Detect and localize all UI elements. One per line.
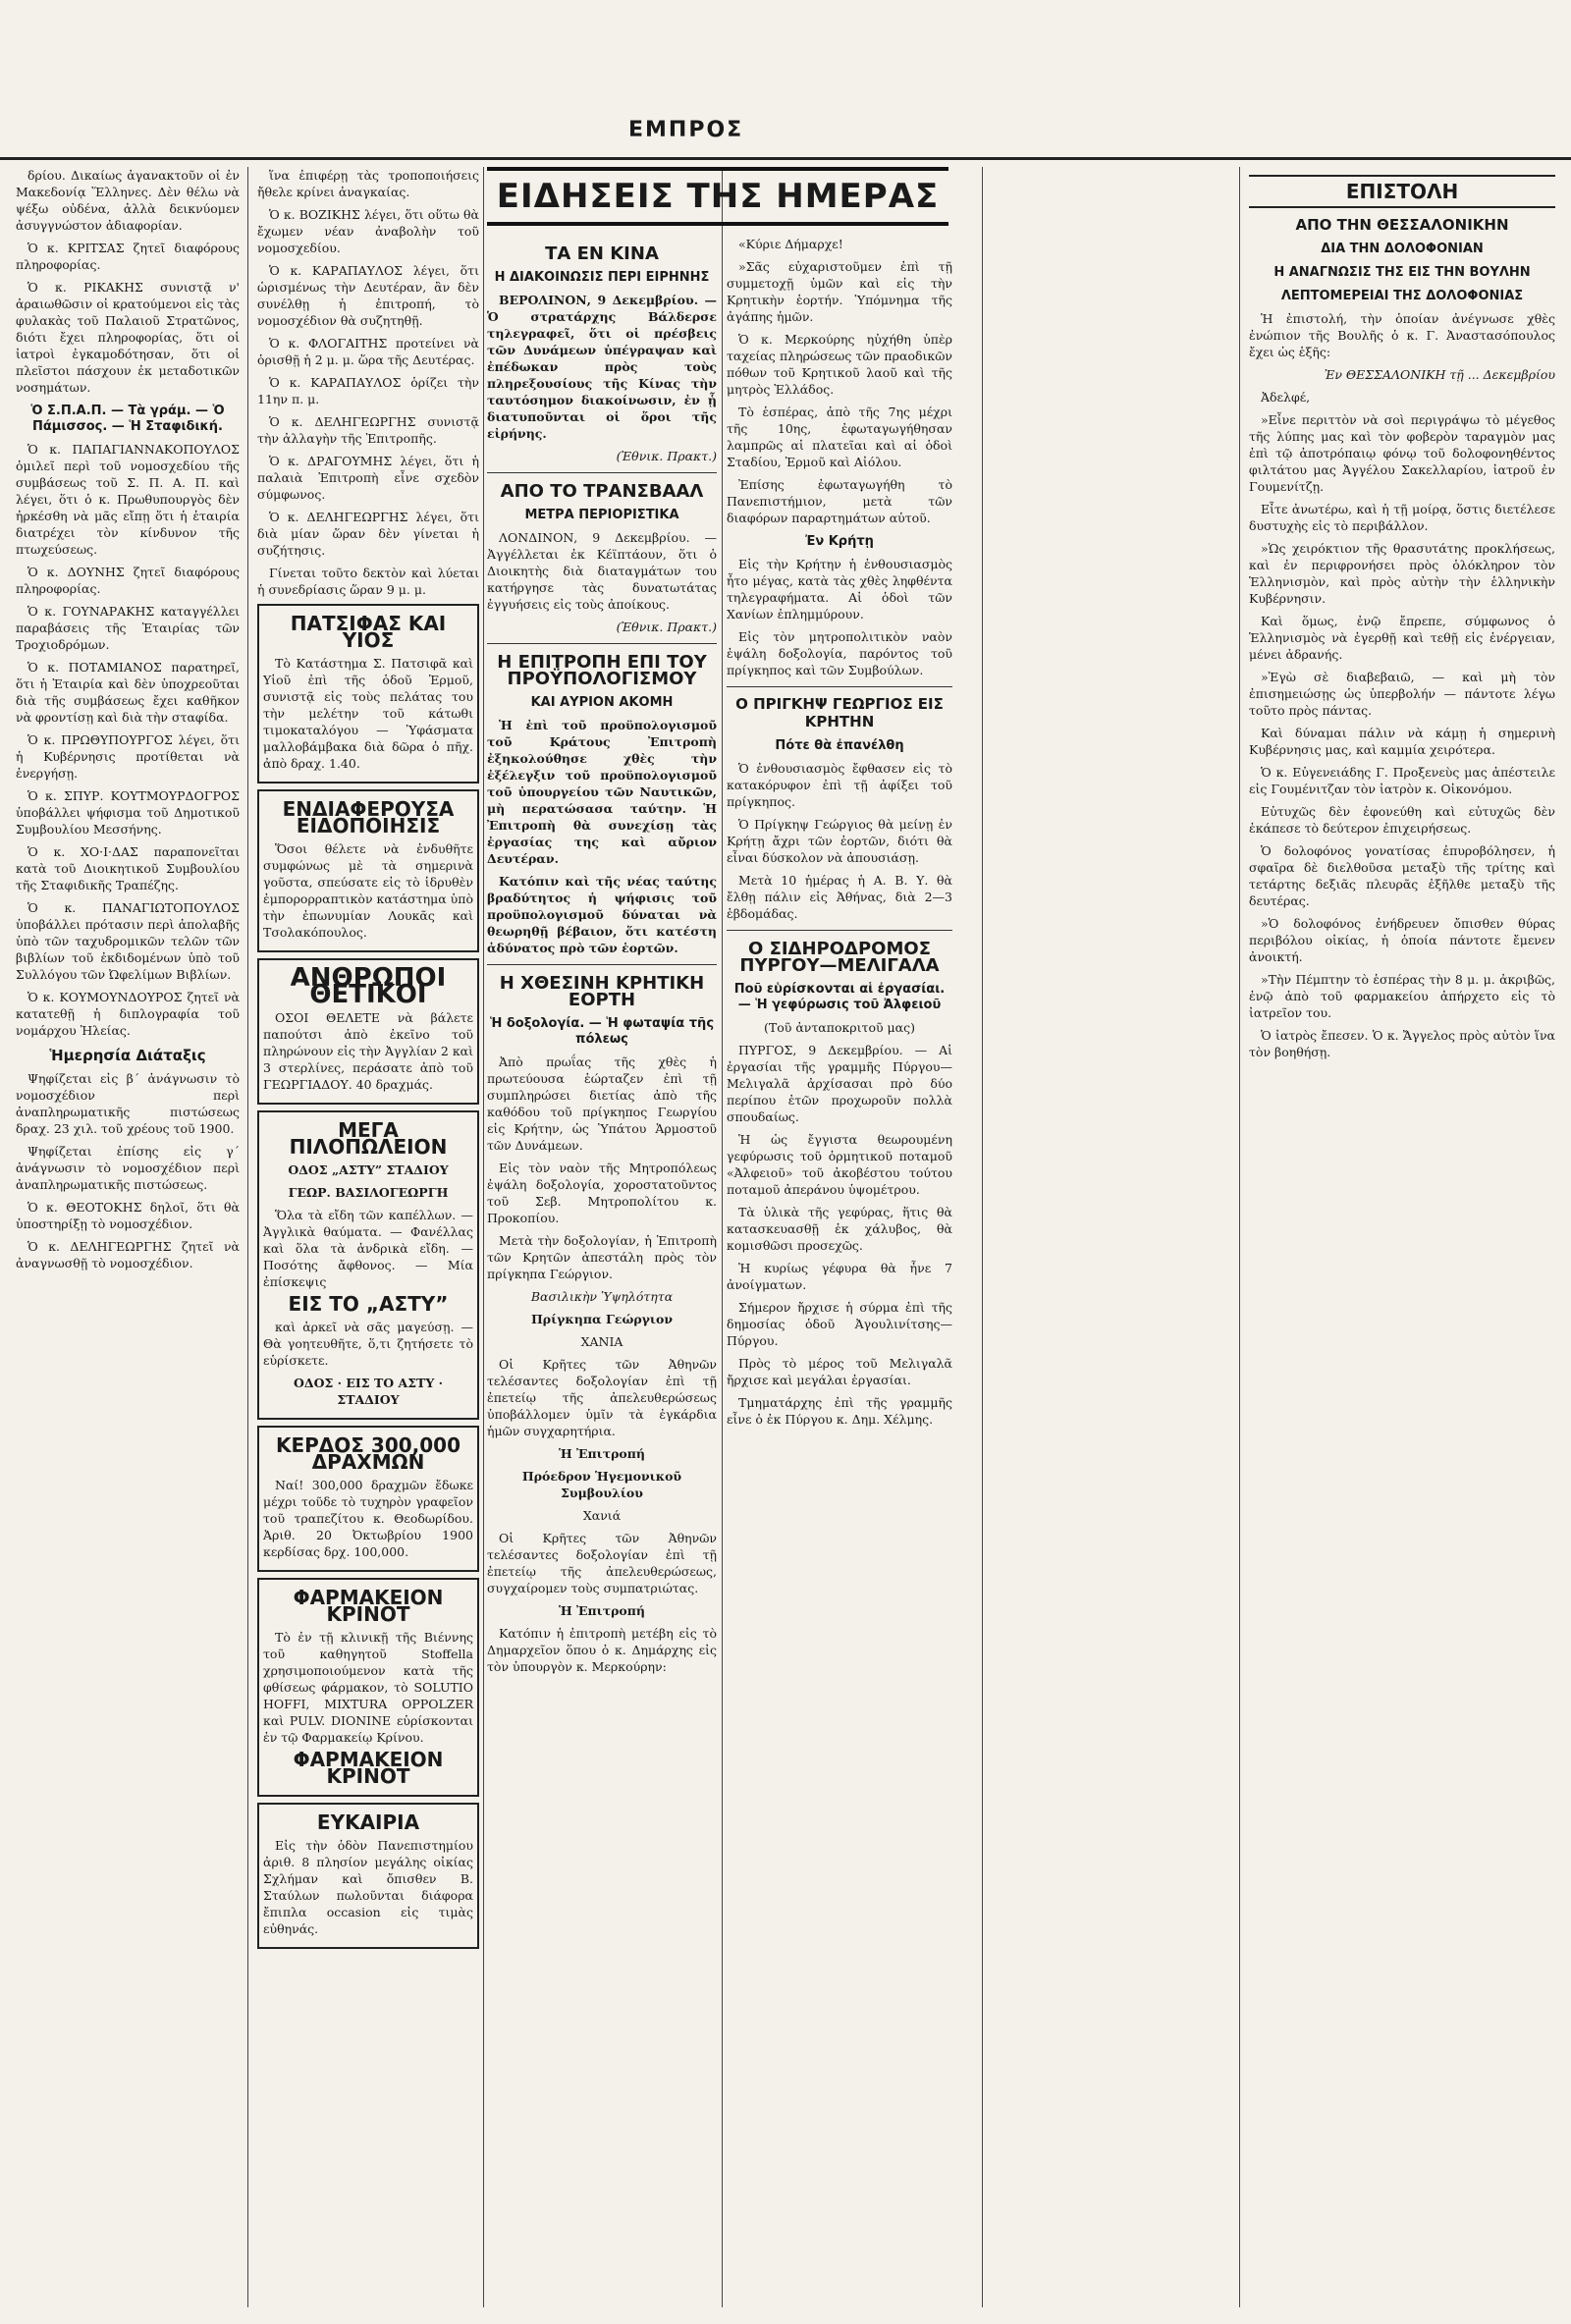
paragraph: Ἐπίσης ἐφωταγωγήθη τὸ Πανεπιστήμιον, μετὰ τῶν διαφόρων παραρτημάτων αὐτοῦ.: [727, 477, 952, 525]
paragraph: Τὸ ἑσπέρας, ἀπὸ τῆς 7ης μέχρι τῆς 10ης, ἐφωταγωγήθησαν λαμπρῶς αἱ πλατεῖαι καὶ αἱ ὁδοὶ Σταδίου, Ἑρμοῦ καὶ Αἰόλου.: [727, 405, 952, 469]
section-heading: ΤΑ ΕΝ ΚΙΝΑ: [545, 243, 659, 264]
paragraph: Ὁ κ. ΠΡΩΘΥΠΟΥΡΓΟΣ λέγει, ὅτι ἡ Κυβέρνησις προτίθεται νὰ ἐνεργήσῃ.: [16, 732, 240, 781]
separator: [727, 930, 952, 931]
ad-text: Τὸ Κατάστημα Σ. Πατσιφᾶ καὶ Υἱοῦ ἐπὶ τῆς ὁδοῦ Ἑρμοῦ, συνιστᾷ εἰς τοὺς πελάτας του τὴν μελέτην τοῦ κάτωθι τιμοκαταλόγου — Ὑφάσματα μαλλοβάμβακα διὰ δῶρα ὁ πῆχ. ἀπὸ δραχ. 1.40.: [263, 656, 473, 771]
paragraph: Εἰς τὸν ναὸν τῆς Μητροπόλεως ἐψάλη δοξολογία, χοροστατοῦντος τοῦ Σεβ. Μητροπολίτου κ. Προκοπίου.: [487, 1161, 717, 1225]
section-subheading: Πότε θὰ ἐπανέλθη: [775, 738, 904, 753]
source-credit: (Ἐθνικ. Πρακτ.): [616, 620, 717, 634]
paragraph: Ὁ κ. ΧΟ·Ι·ΔΑΣ παραπονεῖται κατὰ τοῦ Διοικητικοῦ Συμβουλίου τῆς Σταφιδικῆς Τραπέζης.: [16, 844, 240, 892]
section-heading: Ο ΣΙΔΗΡΟΔΡΟΜΟΣ ΠΥΡΓΟΥ—ΜΕΛΙΓΑΛΑ: [739, 939, 940, 976]
masthead-strip: [0, 0, 1571, 160]
masthead-title: ΕΜΠΡΟΣ: [628, 118, 744, 142]
paragraph: »Εἶνε περιττὸν νὰ σοὶ περιγράψω τὸ μέγεθος τῆς λύπης μας καὶ τὸν φοβερὸν ταραγμὸν μας ἐπὶ τῷ ἀποτρόπαιῳ φόνῳ τοῦ δολοφονηθέντος φιλτάτου μας Ἀγγέλου Σακελλαρίου, ἰατροῦ ἐν Γουμενίτζῃ.: [1249, 412, 1555, 494]
paragraph: Ψηφίζεται ἐπίσης εἰς γ΄ ἀνάγνωσιν τὸ νομοσχέδιον περὶ ἀναπληρωματικῆς πιστώσεως.: [16, 1144, 240, 1192]
paragraph: Ἡ ἐπιστολή, τὴν ὁποίαν ἀνέγνωσε χθὲς ἐνώπιον τῆς Βουλῆς ὁ κ. Γ. Ἀναστασόπουλος ἔχει ὡς ἑξῆς:: [1249, 311, 1555, 359]
paragraph: Ὁ κ. ΓΟΥΝΑΡΑΚΗΣ καταγγέλλει παραβάσεις τῆς Ἑταιρίας τῶν Τροχιοδρόμων.: [16, 604, 240, 652]
ad-title: ΑΝΘΡΩΠΟΙ ΘΕΤΙΚΟΙ: [290, 963, 447, 1009]
section-heading: Ο ΠΡΙΓΚΗΨ ΓΕΩΡΓΙΟΣ ΕΙΣ ΚΡΗΤΗΝ: [735, 695, 944, 730]
paragraph: Ὁ κ. ΔΕΛΗΓΕΩΡΓΗΣ ζητεῖ νὰ ἀναγνωσθῇ τὸ νομοσχέδιον.: [16, 1239, 240, 1270]
ad-title: ΦΑΡΜΑΚΕΙΟΝ ΚΡΙΝΟΤ: [293, 1586, 444, 1626]
telegram-text: Οἱ Κρῆτες τῶν Ἀθηνῶν τελέσαντες δοξολογίαν ἐπὶ τῇ ἐπετείῳ τῆς ἀπελευθερώσεως, συγχαίρομεν τοὺς συμπατριώτας.: [487, 1531, 717, 1595]
column-right: [1249, 167, 1555, 2307]
paragraph: Ὁ κ. ΒΟΖΙΚΗΣ λέγει, ὅτι οὕτω θὰ ἔχωμεν νέαν ἀναβολὴν τοῦ νομοσχεδίου.: [257, 207, 479, 255]
section-heading: Ἡμερησία Διάταξις: [49, 1047, 206, 1064]
paragraph: Ὁ Πρίγκηψ Γεώργιος θὰ μείνῃ ἐν Κρήτῃ ἄχρι τῶν ἐορτῶν, διότι θὰ εἶναι δύσκολον νὰ ἀπουσιάσῃ.: [727, 817, 952, 865]
advertisement: [257, 1578, 479, 1797]
paragraph: ἵνα ἐπιφέρῃ τὰς τροποποιήσεις ἤθελε κρίνει ἀναγκαίας.: [257, 168, 479, 199]
paragraph: Τὰ ὑλικὰ τῆς γεφύρας, ἥτις θὰ κατασκευασθῇ ἐκ χάλυβος, θὰ κομισθῶσι προσεχῶς.: [727, 1205, 952, 1253]
paragraph: Ὁ κ. Εὐγενειάδης Γ. Προξενεὺς μας ἀπέστειλε εἰς Γουμένιτζαν τὸν ἰατρὸν κ. Οἰκονόμου.: [1249, 765, 1555, 796]
section-heading: Η ΕΠΙΤΡΟΠΗ ΕΠΙ ΤΟΥ ΠΡΟΫΠΟΛΟΓΙΣΜΟΥ: [497, 652, 707, 689]
paragraph: Εἶτε ἀνωτέρω, καὶ ἡ τῇ μοίρᾳ, ὅστις διετέλεσε δυστυχὴς εἰς τὸ περιβάλλον.: [1249, 502, 1555, 533]
column-4: [727, 236, 952, 2307]
separator: [487, 643, 717, 644]
section-heading: Ἐν Κρήτῃ: [805, 534, 874, 549]
paragraph: Σήμερον ἤρχισε ἡ σύρμα ἐπὶ τῆς δημοσίας ὁδοῦ Ἀγουλινίτσης—Πύργου.: [727, 1300, 952, 1348]
paragraph: Ὁ κ. ΚΟΥΜΟΥΝΔΟΥΡΟΣ ζητεῖ νὰ κατατεθῇ ἡ διπλογραφία τοῦ νομάρχου Ἠλείας.: [16, 990, 240, 1038]
paragraph: Ὁ κ. ΔΟΥΝΗΣ ζητεῖ διαφόρους πληροφορίας.: [16, 565, 240, 596]
ad-text: Ναί! 300,000 δραχμῶν ἔδωκε μέχρι τοῦδε τὸ τυχηρὸν γραφεῖον τοῦ τραπεζίτου κ. Θεοδωρίδου. Ἀριθ. 20 Ὀκτωβρίου 1900 κερδίσας δρχ. 100,000.: [263, 1478, 473, 1559]
salutation: Ἀδελφέ,: [1261, 390, 1311, 405]
paragraph: Ὁ ἰατρὸς ἔπεσεν. Ὁ κ. Ἄγγελος πρὸς αὐτὸν ἵνα τὸν βοηθήσῃ.: [1249, 1028, 1555, 1059]
section-heading: ΑΠΟ ΤΗΝ ΘΕΣΣΑΛΟΝΙΚΗΝ: [1295, 216, 1509, 234]
paragraph: Ὁ κ. ΠΑΝΑΓΙΩΤΟΠΟΥΛΟΣ ὑποβάλλει πρότασιν περὶ ἀπολαβῆς ὑπὸ τῶν ταχυδρομικῶν τελῶν τῶν βιβλίων τοῦ ἐκδιδομένων ὑπὸ τοῦ Συλλόγου τῶν Ὠφελίμων Βιβλίων.: [16, 900, 240, 982]
paragraph: Κατόπιν καὶ τῆς νέας ταύτης βραδύτητος ἡ ψήφισις τοῦ προϋπολογισμοῦ δύναται νὰ θεωρηθῇ βέβαιον, ὅτι κατέστη ἀδύνατος πρὸ τῶν ἑορτῶν.: [487, 874, 717, 955]
advertisement: [257, 789, 479, 952]
paragraph: Εἰς τὸν μητροπολιτικὸν ναὸν ἐψάλη δοξολογία, παρόντος τοῦ πρίγκηπος καὶ τῶν Συμβούλων.: [727, 629, 952, 677]
ad-text: καὶ ἀρκεῖ νὰ σᾶς μαγεύσῃ. — Θὰ γοητευθῆτε, ὅ,τι ζητήσετε τὸ εὑρίσκετε.: [263, 1320, 473, 1368]
ad-owner: ΓΕΩΡ. ΒΑΣΙΛΟΓΕΩΡΓΗ: [288, 1185, 449, 1200]
ad-text: ΟΣΟΙ ΘΕΛΕΤΕ νὰ βάλετε παπούτσι ἀπὸ ἐκεῖνο τοῦ πληρώνουν εἰς τὴν Ἀγγλίαν 2 καὶ 3 στερλίνες, περάσατε ἀπὸ τοῦ ΓΕΩΡΓΙΑΔΟΥ. 40 δραχμάς.: [263, 1010, 473, 1092]
column-rule: [982, 167, 983, 2307]
news-banner: ΕΙΔΗΣΕΙΣ ΤΗΣ ΗΜΕΡΑΣ: [487, 167, 948, 226]
ad-text: Ὅσοι θέλετε νὰ ἐνδυθῆτε συμφώνως μὲ τὰ σημερινὰ γοῦστα, σπεύσατε εἰς τὸ ἱδρυθὲν ἐμπορορραπτικὸν κατάστημα ὑπὸ τὴν ἐπωνυμίαν Λουκᾶς καὶ Τσολακόπουλος.: [263, 841, 473, 940]
column-rule: [247, 167, 248, 2307]
paragraph: Καὶ δύναμαι πάλιν νὰ κάμῃ ἡ σημερινὴ Κυβέρνησις μας, καὶ καμμία χειρότερα.: [1249, 726, 1555, 757]
paragraph: Ἀπὸ πρωΐας τῆς χθὲς ἡ πρωτεύουσα ἑώρταζεν ἐπὶ τῇ συμπληρώσει διετίας ἀπὸ τῆς καθόδου τοῦ πρίγκηπος Γεωργίου εἰς Κρήτην, ὡς Ὑπάτου Ἁρμοστοῦ τῶν Δυνάμεων.: [487, 1054, 717, 1153]
paragraph: Ὁ κ. ΦΛΟΓΑΙΤΗΣ προτείνει νὰ ὁρισθῇ ἡ 2 μ. μ. ὥρα τῆς Δευτέρας.: [257, 336, 479, 367]
advertisement: [257, 958, 479, 1105]
ad-cta: ΕΙΣ ΤΟ „ΑΣΤΥ”: [288, 1292, 449, 1316]
section-heading: Η ΑΝΑΓΝΩΣΙΣ ΤΗΣ ΕΙΣ ΤΗΝ ΒΟΥΛΗΝ: [1273, 265, 1531, 280]
paragraph: Ὁ κ. ΚΡΙΤΣΑΣ ζητεῖ διαφόρους πληροφορίας.: [16, 241, 240, 272]
column-rule: [483, 167, 484, 2307]
column-rule: [1239, 167, 1240, 2307]
section-heading: Ὁ Σ.Π.Α.Π. — Τὰ γράμ. — Ὁ Πάμισσος. — Ἡ Σταφιδική.: [30, 404, 225, 434]
advertisement: [257, 604, 479, 784]
section-heading: ΛΕΠΤΟΜΕΡΕΙΑΙ ΤΗΣ ΔΟΛΟΦΟΝΙΑΣ: [1280, 289, 1524, 303]
paragraph: Καὶ ὅμως, ἐνῷ ἔπρεπε, σύμφωνος ὁ Ἑλληνισμὸς νὰ ἐγερθῇ καὶ τεθῇ εἰς ἐνέργειαν, μένει ἀδρανής.: [1249, 614, 1555, 662]
paragraph: Ὁ κ. ΘΕΟΤΟΚΗΣ δηλοῖ, ὅτι θὰ ὑποστηρίξῃ τὸ νομοσχέδιον.: [16, 1200, 240, 1231]
ad-title: ΕΝΔΙΑΦΕΡΟΥΣΑ ΕΙΔΟΠΟΙΗΣΙΣ: [282, 797, 455, 838]
source-credit: (Ἐθνικ. Πρακτ.): [616, 449, 717, 463]
paragraph: Ὁ δολοφόνος γονατίσας ἐπυροβόλησεν, ἡ σφαῖρα δὲ διελθοῦσα μεταξὺ τῆς τρίτης καὶ τετάρτης δεξιᾶς πλευρᾶς ἐξῆλθε μεταξὺ τῆς δευτέρας.: [1249, 843, 1555, 908]
paragraph: δρίου. Δικαίως ἀγανακτοῦν οἱ ἐν Μακεδονίᾳ Ἕλληνες. Δὲν θέλω νὰ ψέξω οὐδένα, ἀλλὰ δεικνύομεν ἀσυγγνώστον ἀδιαφορίαν.: [16, 168, 240, 233]
paragraph: Ὁ κ. ΡΙΚΑΚΗΣ συνιστᾷ ν' ἀραιωθῶσιν οἱ κρατούμενοι εἰς τὰς φυλακὰς τοῦ Παλαιοῦ Στρατῶνος, διότι ἔχει πληροφορίας, ὅτι οἱ ἰατροὶ ἐγκαμοδότησαν, ὅτι οἱ πλεῖστοι πάσχουν ἐκ μεταδοτικῶν νοσημάτων.: [16, 280, 240, 395]
separator: [487, 472, 717, 473]
section-heading: ΕΠΙΣΤΟΛΗ: [1249, 175, 1555, 208]
paragraph: »Σᾶς εὐχαριστοῦμεν ἐπὶ τῇ συμμετοχῇ ὑμῶν καὶ εἰς τὴν Κρητικὴν ἑορτήν. Ὑπόμνημα τῆς ἀγάπης ἡμῶν.: [727, 259, 952, 324]
paragraph: Ὁ ἐνθουσιασμὸς ἔφθασεν εἰς τὸ κατακόρυφον ἐπὶ τῇ ἀφίξει τοῦ πρίγκηπος.: [727, 761, 952, 809]
separator: [487, 964, 717, 965]
paragraph: Ὁ κ. ΔΕΛΗΓΕΩΡΓΗΣ συνιστᾷ τὴν ἀλλαγὴν τῆς Ἐπιτροπῆς.: [257, 414, 479, 446]
section-subheading: Ἡ δοξολογία. — Ἡ φωταψία τῆς πόλεως: [489, 1016, 715, 1047]
section-heading: ΔΙΑ ΤΗΝ ΔΟΛΟΦΟΝΙΑΝ: [1321, 242, 1484, 256]
paragraph: »Ἐγὼ σὲ διαβεβαιῶ, — καὶ μὴ τὸν ἐπισημειώσῃς ὡς ὑπερβολήν — πάντοτε λέγω τοῦτο πρὸς πάντας.: [1249, 670, 1555, 718]
paragraph: Εὐτυχῶς δὲν ἐφονεύθη καὶ εὐτυχῶς δὲν ἐκάπεσε τὸ δεύτερον ἐπιχειρήσεως.: [1249, 804, 1555, 836]
column-1: [16, 167, 240, 2307]
paragraph: »Τὴν Πέμπτην τὸ ἑσπέρας τὴν 8 μ. μ. ἀκριβῶς, ἐνῷ ἀπὸ τοῦ φαρμακείου ἀπήρχετο εἰς τὸ ἰατρεῖον του.: [1249, 972, 1555, 1020]
paragraph: Μετὰ 10 ἡμέρας ἡ Α. Β. Υ. θὰ ἔλθῃ πάλιν εἰς Ἀθήνας, διὰ 2—3 ἑβδομάδας.: [727, 873, 952, 921]
paragraph: Ὁ κ. ΚΑΡΑΠΑΥΛΟΣ λέγει, ὅτι ὡρισμένως τὴν Δευτέραν, ἂν δὲν συνέλθῃ ἡ ἐπιτροπή, τὸ νομοσχέδιον θὰ συζητηθῇ.: [257, 263, 479, 328]
telegram-text: Οἱ Κρῆτες τῶν Ἀθηνῶν τελέσαντες δοξολογίαν ἐπὶ τῇ ἐπετείῳ τῆς ἀπελευθερώσεως ὑποβάλλομεν ὑμῖν τὰ ἐγκάρδια ἡμῶν συγχαρητήρια.: [487, 1357, 717, 1438]
telegram-title: Πρόεδρον Ἡγεμονικοῦ Συμβουλίου: [521, 1469, 682, 1500]
section-subheading: ΚΑΙ ΑΥΡΙΟΝ ΑΚΟΜΗ: [530, 695, 674, 710]
ad-footer: ΦΑΡΜΑΚΕΙΟΝ ΚΡΙΝΟΤ: [293, 1748, 444, 1788]
telegram-city: Χανιά: [582, 1508, 622, 1523]
advertisement: [257, 1110, 479, 1420]
ad-text: Εἰς τὴν ὁδὸν Πανεπιστημίου ἀριθ. 8 πλησίον μεγάλης οἰκίας Σχλήμαν καὶ ὄπισθεν Β. Σταύλων πωλοῦνται διάφορα ἔπιπλα occasion εἰς τιμὰς εὐθηνάς.: [263, 1838, 473, 1936]
separator: [727, 686, 952, 687]
section-subheading: ΜΕΤΡΑ ΠΕΡΙΟΡΙΣΤΙΚΑ: [524, 508, 679, 522]
paragraph: ΠΥΡΓΟΣ, 9 Δεκεμβρίου. — Αἱ ἐργασίαι τῆς γραμμῆς Πύργου—Μελιγαλᾶ ἀρχίσασαι πρὸ δύο περίπου ἐτῶν προχωροῦν πολλὰ σπουδαίως.: [727, 1043, 952, 1124]
paragraph: Ἡ ἐπὶ τοῦ προϋπολογισμοῦ τοῦ Κράτους Ἐπιτροπὴ ἐξηκολούθησε χθὲς τὴν ἐξέλεγξιν τοῦ προϋπολογισμοῦ τοῦ ὑπουργείου τῶν Ναυτικῶν, μὴ περατώσασα ταύτην. Ἡ Ἐπιτροπὴ θὰ συνεχίσῃ τὰς ἐργασίας της καὶ αὔριον Δευτέραν.: [487, 718, 717, 866]
paragraph: Ὁ κ. ΔΕΛΗΓΕΩΡΓΗΣ λέγει, ὅτι διὰ μίαν ὥραν δὲν γίνεται ἡ συζήτησις.: [257, 510, 479, 558]
paragraph: Ὁ κ. ΣΠΥΡ. ΚΟΥΤΜΟΥΡΔΟΓΡΟΣ ὑποβάλλει ψήφισμα τοῦ Δημοτικοῦ Συμβουλίου Μεσσήνης.: [16, 788, 240, 837]
paragraph: ΒΕΡΟΛΙΝΟΝ, 9 Δεκεμβρίου. — Ὁ στρατάρχης Βάλδερσε τηλεγραφεῖ, ὅτι οἱ πρέσβεις τῶν Δυνάμεων ὑπέγραψαν καὶ ἐπέδωκαν πρὸς τοὺς πληρεξουσίους τῆς Κίνας τὴν ταυτόσημον διακοίνωσιν, ἐν ᾗ διατυποῦνται οἱ ὅροι τῆς εἰρήνης.: [487, 293, 717, 441]
paragraph: «Κύριε Δήμαρχε!: [738, 237, 843, 251]
ad-title: ΜΕΓΑ ΠΙΛΟΠΩΛΕΙΟΝ: [289, 1118, 448, 1159]
paragraph: Ἡ ὡς ἔγγιστα θεωρουμένη γεφύρωσις τοῦ ὁρμητικοῦ ποταμοῦ «Ἀλφειοῦ» τοῦ ἀκοβέστου τούτου ποταμοῦ ἀπεράνου ὑψομέτρου.: [727, 1132, 952, 1197]
paragraph: Ὁ κ. Μερκούρης ηὐχήθη ὑπὲρ ταχείας πληρώσεως τῶν πραοδικῶν πόθων τοῦ Κρητικοῦ λαοῦ καὶ τῆς μητρὸς Ἑλλάδος.: [727, 332, 952, 397]
ad-title: ΠΑΤΣΙΦΑΣ ΚΑΙ ΥΙΟΣ: [290, 612, 447, 652]
paragraph: Ὁ κ. ΚΑΡΑΠΑΥΛΟΣ ὁρίζει τὴν 11ην π. μ.: [257, 375, 479, 406]
telegram-signature: Ἡ Ἐπιτροπή: [559, 1446, 645, 1461]
column-3-body: [487, 236, 717, 2307]
ad-title: ΕΥΚΑΙΡΙΑ: [316, 1811, 420, 1834]
telegram-address: Πρίγκηπα Γεώργιον: [531, 1312, 673, 1326]
dateline: Ἐν ΘΕΣΣΑΛΟΝΙΚΗ τῇ ... Δεκεμβρίου: [1324, 367, 1555, 382]
paragraph: Κατόπιν ἡ ἐπιτροπὴ μετέβη εἰς τὸ Δημαρχεῖον ὅπου ὁ κ. Δημάρχης εἰς τὸν ὑπουργὸν κ. Μερκούρην:: [487, 1626, 717, 1674]
ad-text: Ὅλα τὰ εἴδη τῶν καπέλλων. — Ἀγγλικὰ θαύματα. — Φανέλλας καὶ ὅλα τὰ ἀνδρικὰ εἴδη. — Ποσότης ἄφθονος. — Μία ἐπίσκεψις: [263, 1208, 473, 1289]
telegram-title: Βασιλικὴν Ὑψηλότητα: [530, 1289, 674, 1304]
section-subheading: Η ΔΙΑΚΟΙΝΩΣΙΣ ΠΕΡΙ ΕΙΡΗΝΗΣ: [494, 270, 710, 285]
ad-text: Τὸ ἐν τῇ κλινικῇ τῆς Βιέννης τοῦ καθηγητοῦ Stoffella χρησιμοποιούμενον κατὰ τῆς φθίσεως φάρμακον, τὸ SOLUTIO HOFFI, MIXTURA OPPOLZER καὶ PULV. DIONINE εὑρίσκονται ἐν τῷ Φαρμακείῳ Κρίνου.: [263, 1630, 473, 1745]
paragraph: Τμηματάρχης ἐπὶ τῆς γραμμῆς εἶνε ὁ ἐκ Πύργου κ. Δημ. Χέλμης.: [727, 1395, 952, 1427]
paragraph: Γίνεται τοῦτο δεκτὸν καὶ λύεται ἡ συνεδρίασις ὥραν 9 μ. μ.: [257, 566, 479, 597]
paragraph: Ὁ κ. ΠΑΠΑΓΙΑΝΝΑΚΟΠΟΥΛΟΣ ὁμιλεῖ περὶ τοῦ νομοσχεδίου τῆς συμβάσεως τοῦ Σ. Π. Α. Π. καὶ λέγει, ὅτι ὁ κ. Πρωθυπουργὸς δὲν ἠρκέσθη νὰ μᾶς εἴπῃ ὅτι ἡ ἑταιρία διατρέχει τὸν κίνδυνον τῆς πτωχεύσεως.: [16, 442, 240, 557]
section-subheading: Ποῦ εὑρίσκονται αἱ ἐργασίαι. — Ἡ γεφύρωσις τοῦ Ἀλφειοῦ: [733, 982, 946, 1012]
paragraph: Μετὰ τὴν δοξολογίαν, ἡ Ἐπιτροπὴ τῶν Κρητῶν ἀπεστάλη πρὸς τὸν πρίγκηπα Γεώργιον.: [487, 1233, 717, 1281]
ad-subtitle: ΟΔΟΣ „ΑΣΤΥ” ΣΤΑΔΙΟΥ: [288, 1162, 449, 1177]
paragraph: »Ὁ δολοφόνος ἐνήδρευεν ὄπισθεν θύρας περιβόλου οἰκίας, ἡ ὁποία πάντοτε ἔμενεν ἀνοικτή.: [1249, 916, 1555, 964]
ad-address: ΟΔΟΣ · ΕΙΣ ΤΟ ΑΣΤΥ · ΣΤΑΔΙΟΥ: [294, 1376, 443, 1407]
telegram-signature: Ἡ Ἐπιτροπή: [559, 1603, 645, 1618]
paragraph: Ὁ κ. ΔΡΑΓΟΥΜΗΣ λέγει, ὅτι ἡ παλαιὰ Ἐπιτροπὴ εἶνε σχεδὸν σύμφωνος.: [257, 454, 479, 502]
paragraph: ΛΟΝΔΙΝΟΝ, 9 Δεκεμβρίου. — Ἀγγέλλεται ἐκ Κέϊπτάουν, ὅτι ὁ Διοικητὴς διὰ διαταγμάτων του κατήργησε τὰς δυνατωτάτας ἐγγυήσεις εἰς τοὺς ἀποίκους.: [487, 530, 717, 612]
paragraph: Ἡ κυρίως γέφυρα θὰ ἦνε 7 ἀνοίγματων.: [727, 1261, 952, 1292]
advertisement: [257, 1803, 479, 1949]
section-heading: Η ΧΘΕΣΙΝΗ ΚΡΗΤΙΚΗ ΕΟΡΤΗ: [499, 973, 705, 1010]
paragraph: »Ὡς χειρόκτιον τῆς θρασυτάτης προκλήσεως, καὶ ἐν περιφρονήσει πρὸς ὁλόκληρον τὸν Ἑλληνισμὸν, καὶ πρὸς αὐτὴν τὴν ἑλληνικὴν Κυβέρνησιν.: [1249, 541, 1555, 606]
column-2: [257, 167, 479, 2307]
paragraph: Εἰς τὴν Κρήτην ἡ ἐνθουσιασμὸς ἦτο μέγας, κατὰ τὰς χθὲς ληφθέντα τηλεγραφήματα. Αἱ ὁδοὶ τῶν Χανίων ἐπλημμύρουν.: [727, 557, 952, 622]
ad-title: ΚΕΡΔΟΣ 300,000 ΔΡΑΧΜΩΝ: [275, 1433, 461, 1474]
section-subheading: (Τοῦ ἀνταποκριτοῦ μας): [764, 1020, 915, 1035]
paragraph: Ψηφίζεται εἰς β΄ ἀνάγνωσιν τὸ νομοσχέδιον περὶ ἀναπληρωματικῆς πιστώσεως δραχ. 23 χιλ. τοῦ χρέους τοῦ 1900.: [16, 1071, 240, 1136]
advertisement: [257, 1426, 479, 1572]
paragraph: Πρὸς τὸ μέρος τοῦ Μελιγαλᾶ ἤρχισε καὶ μεγάλαι ἐργασίαι.: [727, 1356, 952, 1387]
paragraph: Ὁ κ. ΠΟΤΑΜΙΑΝΟΣ παρατηρεῖ, ὅτι ἡ Ἑταιρία καὶ δὲν ὑποχρεοῦται διὰ τῆς συμβάσεως ἔχει καθῆκον νὰ φροντίσῃ καὶ διὰ τὴν σταφίδα.: [16, 660, 240, 725]
section-heading: ΑΠΟ ΤΟ ΤΡΑΝΣΒΑΑΛ: [500, 481, 704, 502]
telegram-city: ΧΑΝΙΑ: [580, 1334, 623, 1349]
